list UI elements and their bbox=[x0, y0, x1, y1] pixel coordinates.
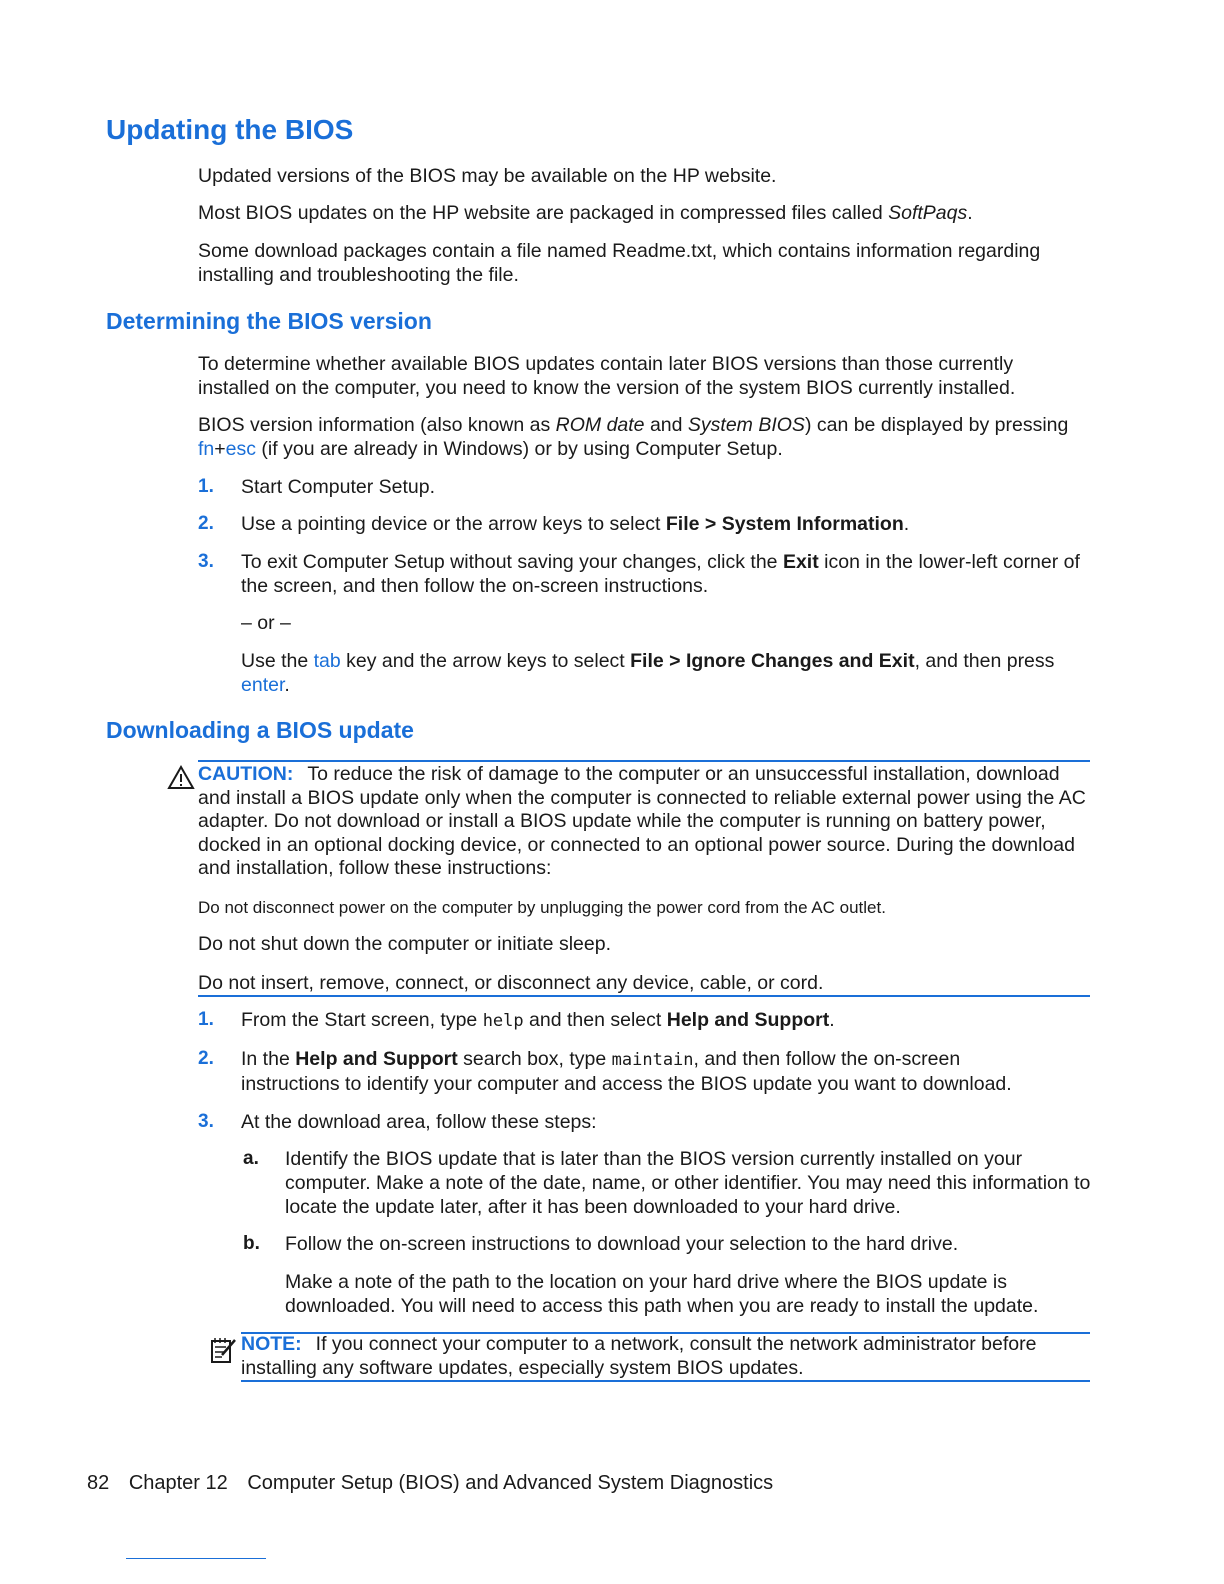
or-separator: – or – bbox=[241, 612, 291, 634]
step-text: Use a pointing device or the arrow keys to select File > System Information. bbox=[241, 513, 910, 535]
updating-p3: Some download packages contain a file named Readme.txt, which contains information regarding installing and troubleshooting the file. bbox=[198, 240, 1041, 286]
section-title-determining: Determining the BIOS version bbox=[106, 308, 432, 334]
section-title-updating: Updating the BIOS bbox=[106, 114, 354, 145]
substep-note: Make a note of the path to the location on your hard drive where the BIOS update is downloaded. You will need to access this path when you are ready to install the update. bbox=[285, 1271, 1039, 1317]
step-number: 3. bbox=[198, 1111, 214, 1132]
step-text: At the download area, follow these steps: bbox=[241, 1111, 597, 1133]
caution-item: Do not disconnect power on the computer by unplugging the power cord from the AC outlet. bbox=[198, 898, 886, 917]
updating-p1: Updated versions of the BIOS may be available on the HP website. bbox=[198, 165, 777, 187]
caution-item: Do not insert, remove, connect, or disconnect any device, cable, or cord. bbox=[198, 972, 824, 994]
step-number: 3. bbox=[198, 551, 214, 572]
caution-bottom-rule bbox=[198, 995, 1090, 997]
caution-item: Do not shut down the computer or initiate sleep. bbox=[198, 933, 611, 955]
substep-label: b. bbox=[243, 1233, 260, 1254]
step-text: From the Start screen, type help and then select Help and Support. bbox=[241, 1009, 835, 1031]
step-number: 2. bbox=[198, 1048, 214, 1069]
page-number: 82 bbox=[87, 1472, 110, 1494]
alt-instruction: Use the tab key and the arrow keys to select File > Ignore Changes and Exit, and then press enter. bbox=[241, 650, 1055, 696]
caution-block: CAUTION: To reduce the risk of damage to the computer or an unsuccessful installation, download and install a BIOS update only when the computer is connected to reliable external power using the AC adapter. Do not download or install a BIOS update while the computer is running on battery power, docked in an optional docking device, or connected to an optional power source. During the download and installation, follow these instructions: bbox=[198, 763, 1086, 879]
substep-text: Follow the on-screen instructions to download your selection to the hard drive. bbox=[285, 1233, 959, 1255]
step-text: In the Help and Support search box, type maintain, and then follow the on-screen instructions to identify your computer and access the BIOS update you want to download. bbox=[241, 1048, 1012, 1095]
warning-triangle-icon bbox=[167, 765, 195, 790]
caution-top-rule bbox=[198, 760, 1090, 762]
step-number: 1. bbox=[198, 476, 214, 497]
caution-label: CAUTION: bbox=[198, 763, 294, 785]
note-bottom-rule bbox=[241, 1380, 1090, 1382]
page-footer bbox=[87, 1472, 787, 1495]
substep-text: Identify the BIOS update that is later than the BIOS version currently installed on your computer. Make a note of the date, name, or other identifier. You may need this information to locate the update later, after it has been downloaded to your hard drive. bbox=[285, 1148, 1091, 1218]
determining-p1: To determine whether available BIOS updates contain later BIOS versions than those currently installed on the computer, you need to know the version of the system BIOS currently installed. bbox=[198, 353, 1016, 399]
step-text: Start Computer Setup. bbox=[241, 476, 436, 498]
updating-p2: Most BIOS updates on the HP website are packaged in compressed files called SoftPaqs. bbox=[198, 202, 973, 224]
substep-label: a. bbox=[243, 1148, 259, 1169]
note-block: NOTE: If you connect your computer to a network, consult the network administrator before installing any software updates, especially system BIOS updates. bbox=[241, 1333, 1037, 1379]
footer-title: Computer Setup (BIOS) and Advanced System Diagnostics bbox=[247, 1472, 774, 1494]
step-text: To exit Computer Setup without saving your changes, click the Exit icon in the lower-left corner of the screen, and then follow the on-screen instructions. bbox=[241, 551, 1080, 597]
step-number: 2. bbox=[198, 513, 214, 534]
footer-rule bbox=[126, 1558, 266, 1559]
footer-chapter: Chapter 12 bbox=[128, 1472, 228, 1494]
section-title-downloading: Downloading a BIOS update bbox=[106, 717, 414, 743]
note-label: NOTE: bbox=[241, 1333, 302, 1355]
step-number: 1. bbox=[198, 1009, 214, 1030]
determining-p2: BIOS version information (also known as ROM date and System BIOS) can be displayed by pressing fn+esc (if you are already in Windows) or by using Computer Setup. bbox=[198, 414, 1069, 460]
note-pad-icon bbox=[209, 1336, 237, 1364]
